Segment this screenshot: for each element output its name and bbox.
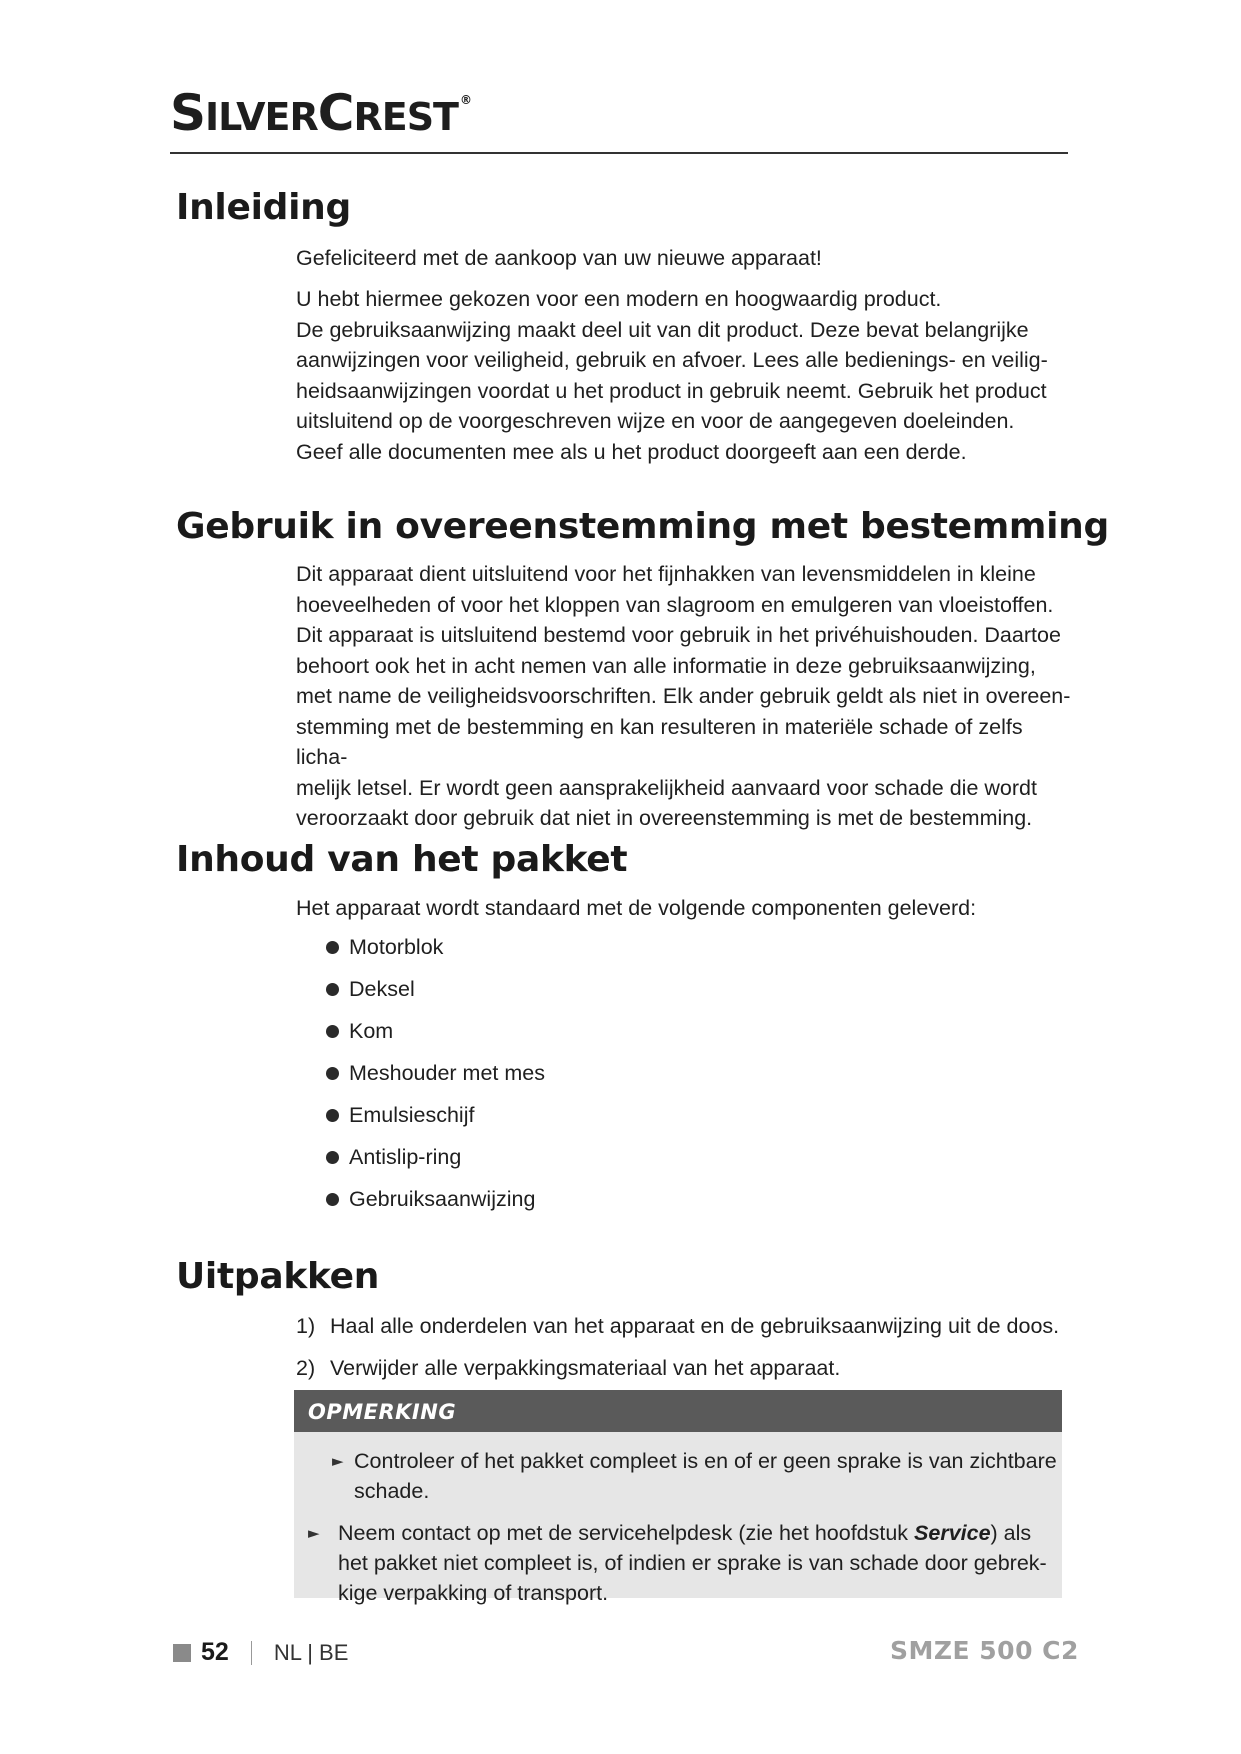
inleiding-congrats: Gefeliciteerd met de aankoop van uw nieuwe apparaat! bbox=[296, 246, 822, 270]
heading-gebruik: Gebruik in overeenstemming met bestemming bbox=[176, 506, 1109, 547]
gebruik-line: behoort ook het in acht nemen van alle informatie in deze gebruiksaanwijzing, bbox=[296, 653, 1036, 678]
arrow-right-icon: ► bbox=[308, 1524, 320, 1542]
notice-box bbox=[294, 1390, 1062, 1605]
arrow-right-icon: ► bbox=[332, 1452, 344, 1470]
notice-note-1: Controleer of het pakket compleet is en of er geen sprake is van zichtbare schade. bbox=[354, 1449, 1057, 1503]
page-number: 52 bbox=[201, 1638, 229, 1666]
bullet-icon bbox=[326, 1109, 339, 1122]
bullet-icon bbox=[326, 1025, 339, 1038]
list-item: Motorblok bbox=[326, 932, 545, 974]
silvercrest-logo: SILVERCREST ® bbox=[170, 84, 471, 142]
gebruik-line: melijk letsel. Er wordt geen aansprakelijkheid aanvaard voor schade die wordt bbox=[296, 775, 1037, 800]
bullet-icon bbox=[326, 1193, 339, 1206]
list-item: Gebruiksaanwijzing bbox=[326, 1184, 545, 1226]
step-item: 1) Haal alle onderdelen van het apparaat en de gebruiksaanwijzing uit de doos. bbox=[296, 1314, 1060, 1338]
list-item: Deksel bbox=[326, 974, 545, 1016]
inleiding-line: heidsaanwijzingen voordat u het product in gebruik neemt. Gebruik het product bbox=[296, 378, 1047, 403]
list-item: Kom bbox=[326, 1016, 545, 1058]
inleiding-line: uitsluitend op de voorgeschreven wijze en voor de aangegeven doeleinden. bbox=[296, 409, 1015, 433]
gebruik-paragraph bbox=[296, 559, 1076, 834]
model-number: SMZE 500 C2 bbox=[890, 1636, 1079, 1665]
service-reference: Service bbox=[914, 1521, 991, 1545]
bullet-icon bbox=[326, 983, 339, 996]
gebruik-line: hoeveelheden of voor het kloppen van slagroom en emulgeren van vloeistoffen. bbox=[296, 592, 1054, 617]
inleiding-paragraph bbox=[296, 284, 1076, 467]
inhoud-list bbox=[326, 932, 545, 1226]
notice-note-2: Neem contact op met de servicehelpdesk (zie het hoofdstuk Service) als het pakket niet compleet is, of indien er sprake is van schade door gebrek- kige verpakking of transport. bbox=[338, 1521, 1047, 1605]
gebruik-line: met name de veiligheidsvoorschriften. Elk ander gebruik geldt als niet in overeen- bbox=[296, 684, 1071, 708]
gebruik-line: Dit apparaat dient uitsluitend voor het fijnhakken van levensmiddelen in kleine bbox=[296, 562, 1036, 586]
notice-heading: OPMERKING bbox=[294, 1390, 1062, 1432]
heading-uitpakken: Uitpakken bbox=[176, 1256, 380, 1297]
gebruik-line: veroorzaakt door gebruik dat niet in overeenstemming is met de bestemming. bbox=[296, 806, 1033, 830]
bullet-icon bbox=[326, 1151, 339, 1164]
page-marker-icon bbox=[173, 1644, 191, 1662]
inleiding-line: Geef alle documenten mee als u het product doorgeeft aan een derde. bbox=[296, 439, 967, 464]
gebruik-line: Dit apparaat is uitsluitend bestemd voor gebruik in het privéhuishouden. Daartoe bbox=[296, 623, 1061, 647]
inhoud-intro: Het apparaat wordt standaard met de volgende componenten geleverd: bbox=[296, 896, 977, 920]
heading-inleiding: Inleiding bbox=[176, 187, 351, 228]
uitpakken-steps bbox=[296, 1311, 1059, 1395]
heading-inhoud: Inhoud van het pakket bbox=[176, 839, 628, 880]
list-item: Antislip-ring bbox=[326, 1142, 545, 1184]
inleiding-line: aanwijzingen voor veiligheid, gebruik en afvoer. Lees alle bedienings- en veilig- bbox=[296, 348, 1048, 372]
bullet-icon bbox=[326, 941, 339, 954]
inleiding-line: De gebruiksaanwijzing maakt deel uit van dit product. Deze bevat belangrijke bbox=[296, 317, 1029, 342]
footer-divider bbox=[251, 1641, 252, 1665]
list-item: Emulsieschijf bbox=[326, 1100, 545, 1142]
step-item: 2) Verwijder alle verpakkingsmateriaal van het apparaat. bbox=[296, 1356, 841, 1380]
list-item: Meshouder met mes bbox=[326, 1058, 545, 1100]
language-code: NL | BE bbox=[273, 1639, 349, 1665]
gebruik-line: stemming met de bestemming en kan resulteren in materiële schade of zelfs licha- bbox=[296, 714, 1023, 769]
inleiding-line: U hebt hiermee gekozen voor een modern en hoogwaardig product. bbox=[296, 287, 942, 311]
footer-left bbox=[173, 1638, 348, 1667]
header-rule bbox=[170, 152, 1068, 154]
bullet-icon bbox=[326, 1067, 339, 1080]
